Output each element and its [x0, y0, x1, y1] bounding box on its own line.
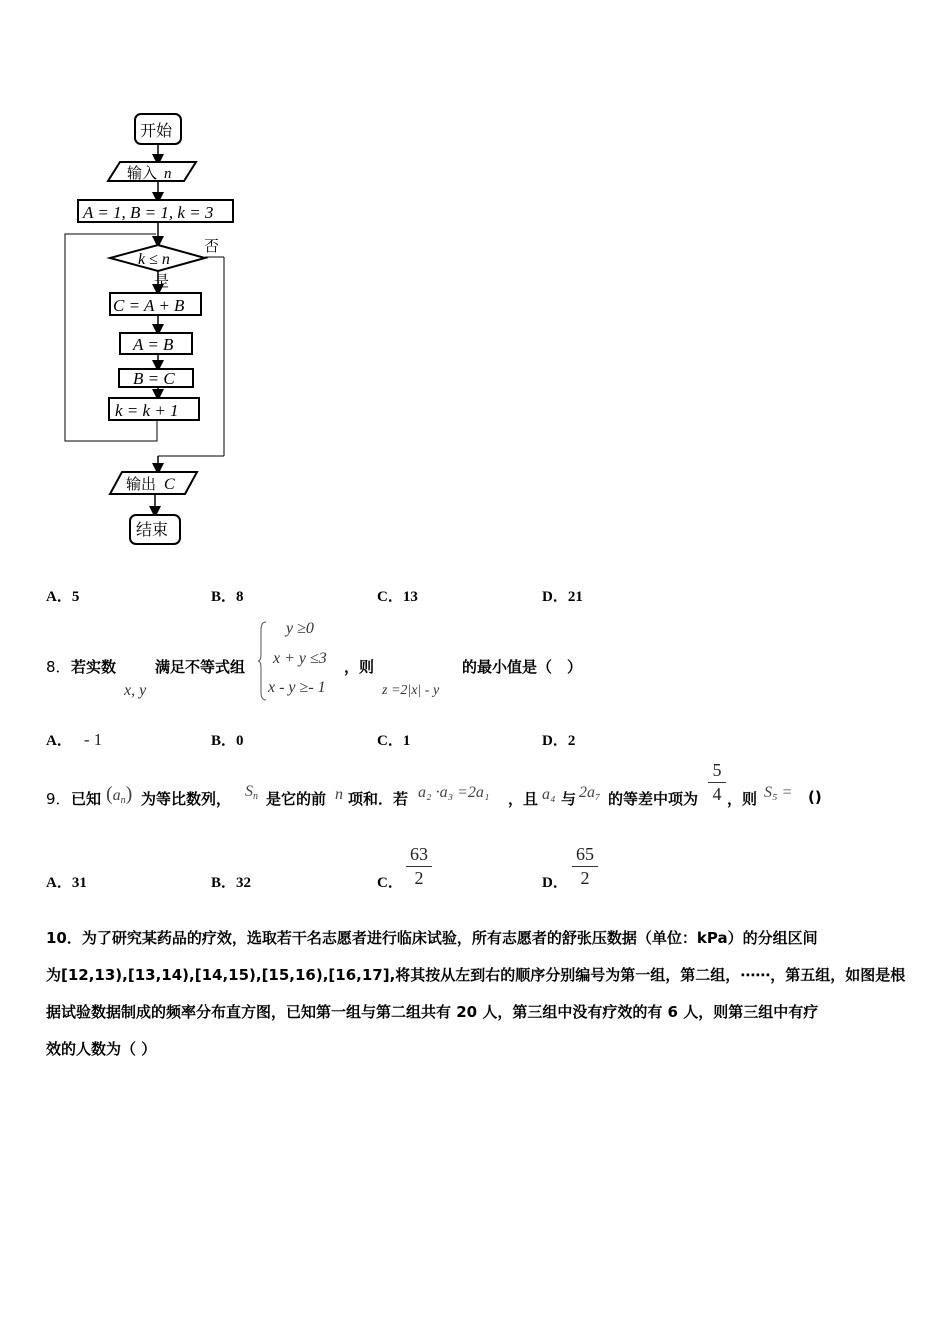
flow-step-4-text: k = k + 1 [115, 401, 179, 420]
q10-paragraph [46, 920, 916, 1068]
q8-ineq-3: x - y ≥- 1 [268, 679, 326, 696]
q8-option-c: C．1 [377, 733, 411, 749]
flow-input-prefix: 输入 [127, 166, 158, 182]
flow-start-text: 开始 [140, 123, 173, 140]
q9-option-b: B．32 [211, 875, 252, 891]
q9-n-var: n [335, 786, 343, 803]
q7-option-b: B．8 [211, 589, 244, 605]
flow-end-text: 结束 [136, 522, 169, 539]
q8-ineq-2: x + y ≤3 [273, 650, 327, 667]
q7-option-c: C．13 [377, 589, 418, 605]
q9-text-a: 已知 [71, 790, 102, 808]
flowchart [55, 105, 255, 555]
q9-a7: 2a₇ [579, 784, 601, 801]
q9-s5: S₅ = [764, 784, 793, 801]
q9-text-f: 与 [561, 790, 577, 808]
flow-init-text: A = 1, B = 1, k = 3 [83, 203, 214, 222]
q9-text-i: () [808, 788, 822, 806]
q8-text-d: 的最小值是（ ） [462, 658, 583, 676]
q9-text-c: 是它的前 [266, 790, 327, 808]
q8-text-b: 满足不等式组 [155, 658, 246, 676]
q9-option-a: A．31 [46, 875, 87, 891]
q9-text-b: 为等比数列， [141, 790, 232, 808]
flow-input-var: n [164, 166, 172, 182]
q8-text-c: ，则 [344, 658, 375, 676]
q9-fraction: 5 4 [708, 760, 726, 805]
q8-option-d: D．2 [542, 733, 576, 749]
flow-no-label: 否 [204, 239, 220, 255]
q10-line-4: 效的人数为（ ） [46, 1040, 157, 1058]
q9-option-d-fraction: 65 2 [572, 844, 598, 889]
flow-output-var: C [164, 476, 175, 493]
q8-brace [258, 620, 268, 702]
q9-text-d: 项和．若 [348, 790, 409, 808]
flow-step-1-text: C = A + B [113, 296, 185, 315]
flow-step-3-text: B = C [133, 369, 175, 388]
q9-sum: $S_n$ [245, 783, 258, 802]
q9-text-g: 的等差中项为 [608, 790, 699, 808]
flow-output-prefix: 输出 [126, 477, 157, 493]
q8-ineq-1: y ≥0 [286, 620, 314, 637]
q8-option-a: A． - 1 [46, 730, 103, 749]
q7-option-a: A．5 [46, 589, 80, 605]
q10-line-1: 10．为了研究某药品的疗效，选取若干名志愿者进行临床试验，所有志愿者的舒张压数据（单位：kPa）的分组区间 [46, 929, 818, 947]
q8-text-a: 若实数 [71, 658, 117, 676]
q10-line-2: 为[12,13),[13,14),[14,15),[15,16),[16,17],将其按从左到右的顺序分别编号为第一组，第二组，⋯⋯，第五组，如图是根 [46, 966, 906, 984]
q9-condition: a₂ ·a₃ =2a₁ [418, 784, 490, 801]
flow-yes-label: 是 [154, 274, 170, 290]
q8-vars: x, y [124, 682, 147, 699]
q9-option-c: C． [377, 875, 403, 891]
q7-option-d: D．21 [542, 589, 583, 605]
q9-text-h: ，则 [727, 790, 758, 808]
q9-option-d: D． [542, 875, 568, 891]
q8-expr: z =2|x| - y [382, 683, 440, 698]
q9-a4: a₄ [542, 786, 556, 803]
q9-seq: $(a_n)$ [106, 783, 133, 806]
q10-line-3: 据试验数据制成的频率分布直方图，已知第一组与第二组共有 20 人，第三组中没有疗效的有 6 人，则第三组中有疗 [46, 1003, 819, 1021]
q9-option-c-fraction: 63 2 [406, 844, 432, 889]
q8-option-b: B．0 [211, 733, 244, 749]
flow-condition-text: k ≤ n [138, 251, 170, 268]
flow-step-2-text: A = B [133, 335, 174, 354]
q9-number: 9． [46, 790, 71, 808]
q9-text-e: ，且 [508, 790, 539, 808]
q8-number: 8． [46, 658, 71, 676]
